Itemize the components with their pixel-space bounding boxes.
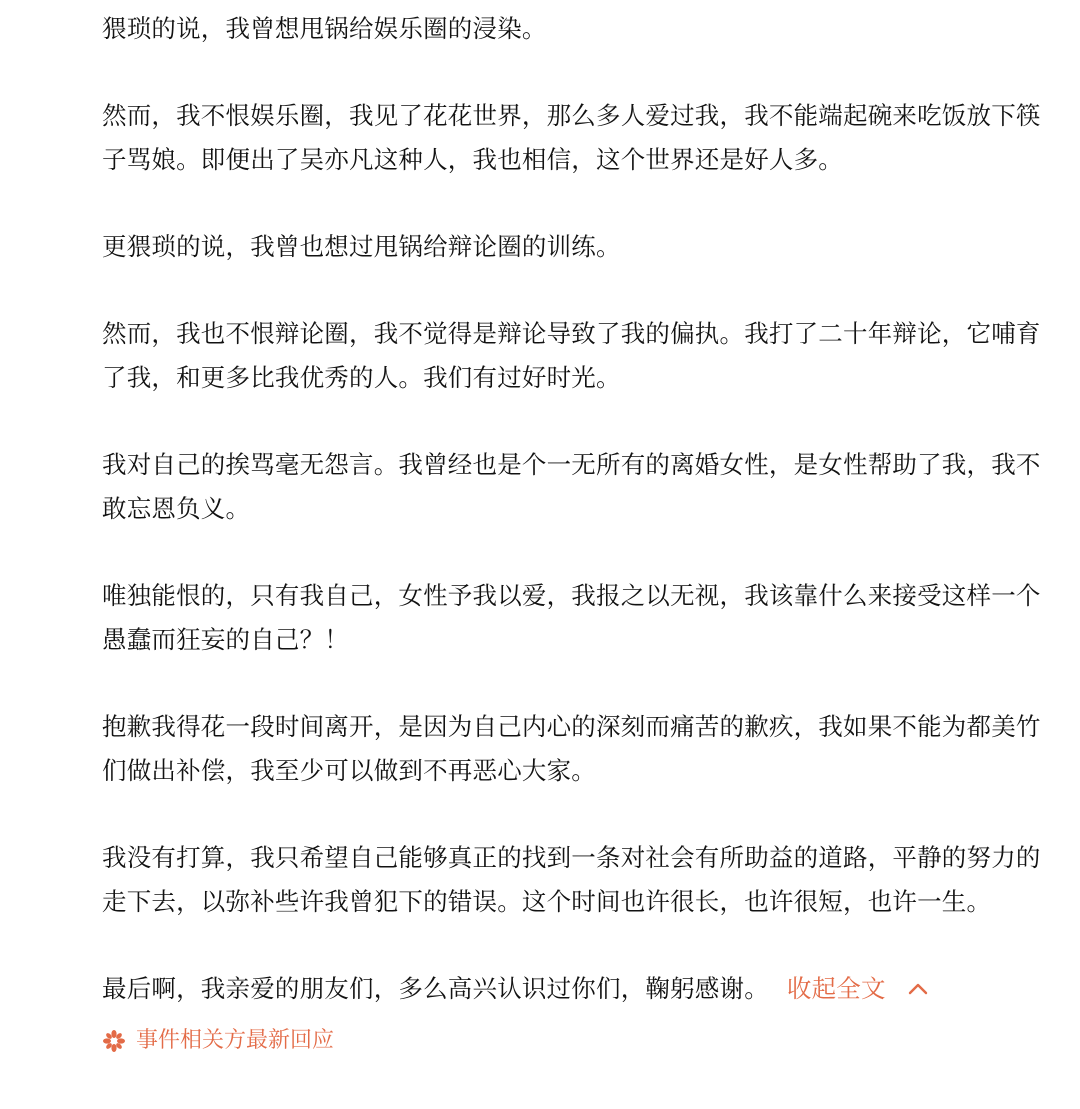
- related-response-label: 事件相关方最新回应: [136, 1028, 335, 1053]
- paragraph: 猥琐的说，我曾想甩锅给娱乐圈的浸染。: [102, 14, 547, 43]
- article-body: [102, 7, 1050, 1056]
- collapse-full-text-button[interactable]: [787, 974, 928, 1003]
- collapse-label: 收起全文: [786, 974, 886, 1003]
- related-response-link[interactable]: [102, 1026, 1050, 1056]
- paragraph: 唯独能恨的，只有我自己，女性予我以爱，我报之以无视，我该靠什么来接受这样一个愚蠢而狂妄的自己？！: [102, 581, 1041, 654]
- paragraph: 更猥琐的说，我曾也想过甩锅给辩论圈的训练。: [102, 232, 621, 261]
- sparkle-icon: [102, 1029, 126, 1053]
- last-paragraph: [102, 967, 1050, 1012]
- last-paragraph-text: 最后啊，我亲爱的朋友们，多么高兴认识过你们，鞠躬感谢。: [102, 974, 769, 1003]
- paragraph: 我没有打算，我只希望自己能够真正的找到一条对社会有所助益的道路，平静的努力的走下去，以弥补些许我曾犯下的错误。这个时间也许很长，也许很短，也许一生。: [102, 843, 1041, 916]
- paragraph: 然而，我不恨娱乐圈，我见了花花世界，那么多人爱过我，我不能端起碗来吃饭放下筷子骂娘。即便出了吴亦凡这种人，我也相信，这个世界还是好人多。: [102, 101, 1041, 174]
- chevron-up-icon: [908, 965, 928, 1009]
- paragraph: 然而，我也不恨辩论圈，我不觉得是辩论导致了我的偏执。我打了二十年辩论，它哺育了我，和更多比我优秀的人。我们有过好时光。: [102, 319, 1041, 392]
- paragraph: 抱歉我得花一段时间离开，是因为自己内心的深刻而痛苦的歉疚，我如果不能为都美竹们做出补偿，我至少可以做到不再恶心大家。: [102, 712, 1041, 785]
- paragraph: 我对自己的挨骂毫无怨言。我曾经也是个一无所有的离婚女性，是女性帮助了我，我不敢忘恩负义。: [102, 450, 1041, 523]
